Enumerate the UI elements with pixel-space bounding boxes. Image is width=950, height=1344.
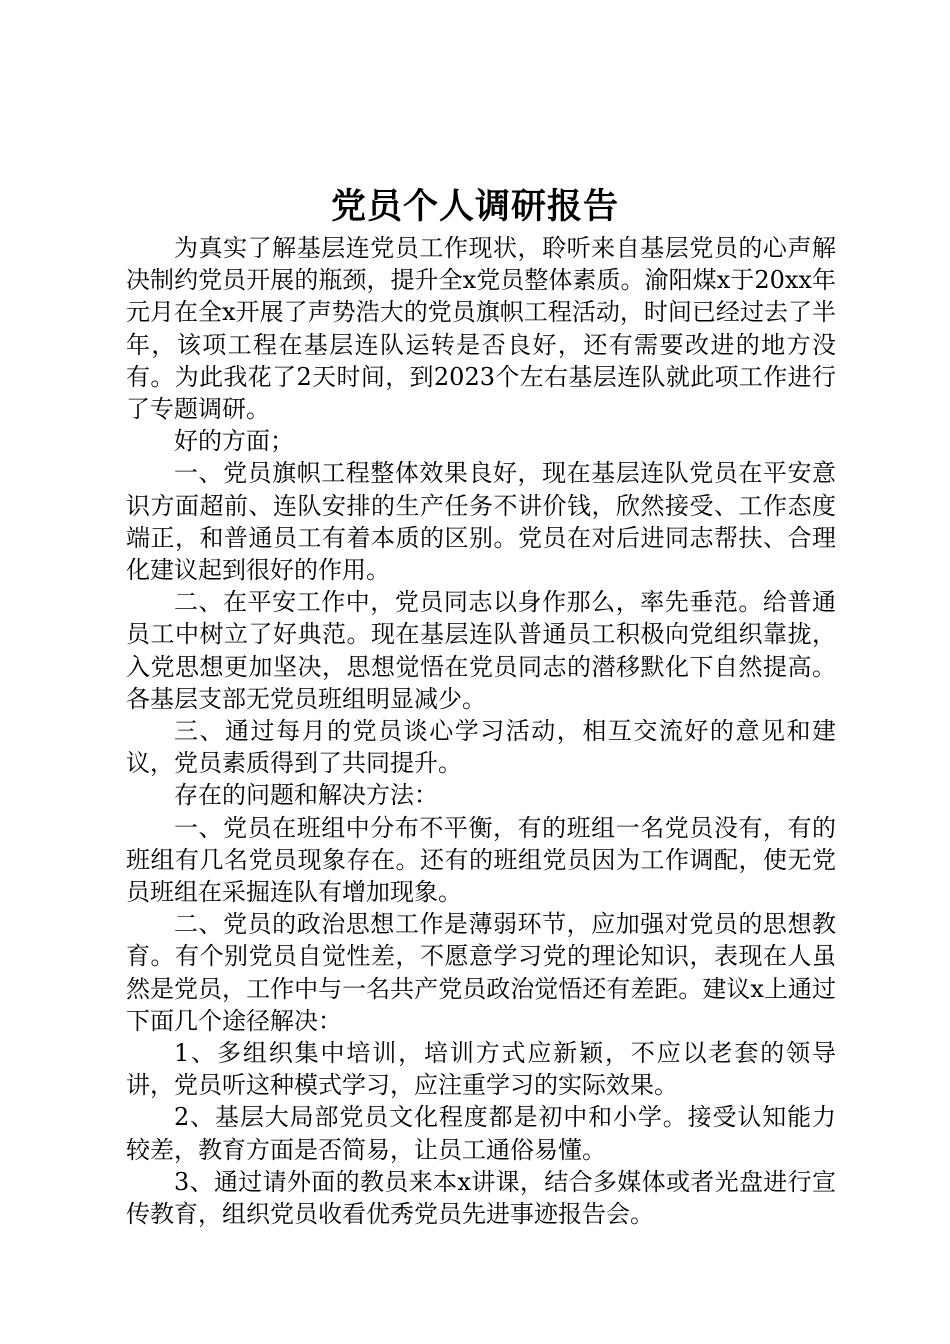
paragraph-good-3: 三、通过每月的党员谈心学习活动，相互交流好的意见和建议，党员素质得到了共同提升。 <box>126 717 836 778</box>
paragraph-intro: 为真实了解基层连党员工作现状，聆听来自基层党员的心声解决制约党员开展的瓶颈，提升全x党员整体素质。渝阳煤x于20xx年元月在全x开展了声势浩大的党员旗帜工程活动，时间已经过去了半年，该项工程在基层连队运转是否良好，还有需要改进的地方没有。为此我花了2天时间，到2023个左右基层连队就此项工作进行了专题调研。 <box>126 234 836 424</box>
paragraph-good-1: 一、党员旗帜工程整体效果良好，现在基层连队党员在平安意识方面超前、连队安排的生产任务不讲价钱，欣然接受、工作态度端正，和普通员工有着本质的区别。党员在对后进同志帮扶、合理化建议起到很好的作用。 <box>126 459 836 585</box>
document-body <box>126 232 836 1230</box>
paragraph-problem-1: 一、党员在班组中分布不平衡，有的班组一名党员没有，有的班组有几名党员现象存在。还有的班组党员因为工作调配，使无党员班组在采掘连队有增加现象。 <box>126 813 836 907</box>
paragraph-good-2: 二、在平安工作中，党员同志以身作那么，率先垂范。给普通员工中树立了好典范。现在基层连队普通员工积极向党组织靠拢，入党思想更加坚决，思想觉悟在党员同志的潜移默化下自然提高。各基层支部无党员班组明显减少。 <box>126 588 836 713</box>
paragraph-solution-2: 2、基层大局部党员文化程度都是初中和小学。接受认知能力较差，教育方面是否简易，让员工通俗易懂。 <box>126 1103 836 1164</box>
paragraph-solution-1: 1、多组织集中培训，培训方式应新颖，不应以老套的领导讲，党员听这种模式学习，应注重学习的实际效果。 <box>126 1039 836 1100</box>
paragraph-problem-2: 二、党员的政治思想工作是薄弱环节，应加强对党员的思想教育。有个别党员自觉性差，不愿意学习党的理论知识，表现在人虽然是党员，工作中与一名共产党员政治觉悟还有差距。建议x上通过下面几个途径解决： <box>126 910 836 1035</box>
heading-good-aspects: 好的方面； <box>174 427 294 456</box>
document-title: 党员个人调研报告 <box>330 186 619 227</box>
paragraph-solution-3: 3、通过请外面的教员来本x讲课，结合多媒体或者光盘进行宣传教育，组织党员收看优秀党员先进事迹报告会。 <box>126 1167 836 1229</box>
heading-problems-solutions: 存在的问题和解决方法： <box>174 781 438 810</box>
